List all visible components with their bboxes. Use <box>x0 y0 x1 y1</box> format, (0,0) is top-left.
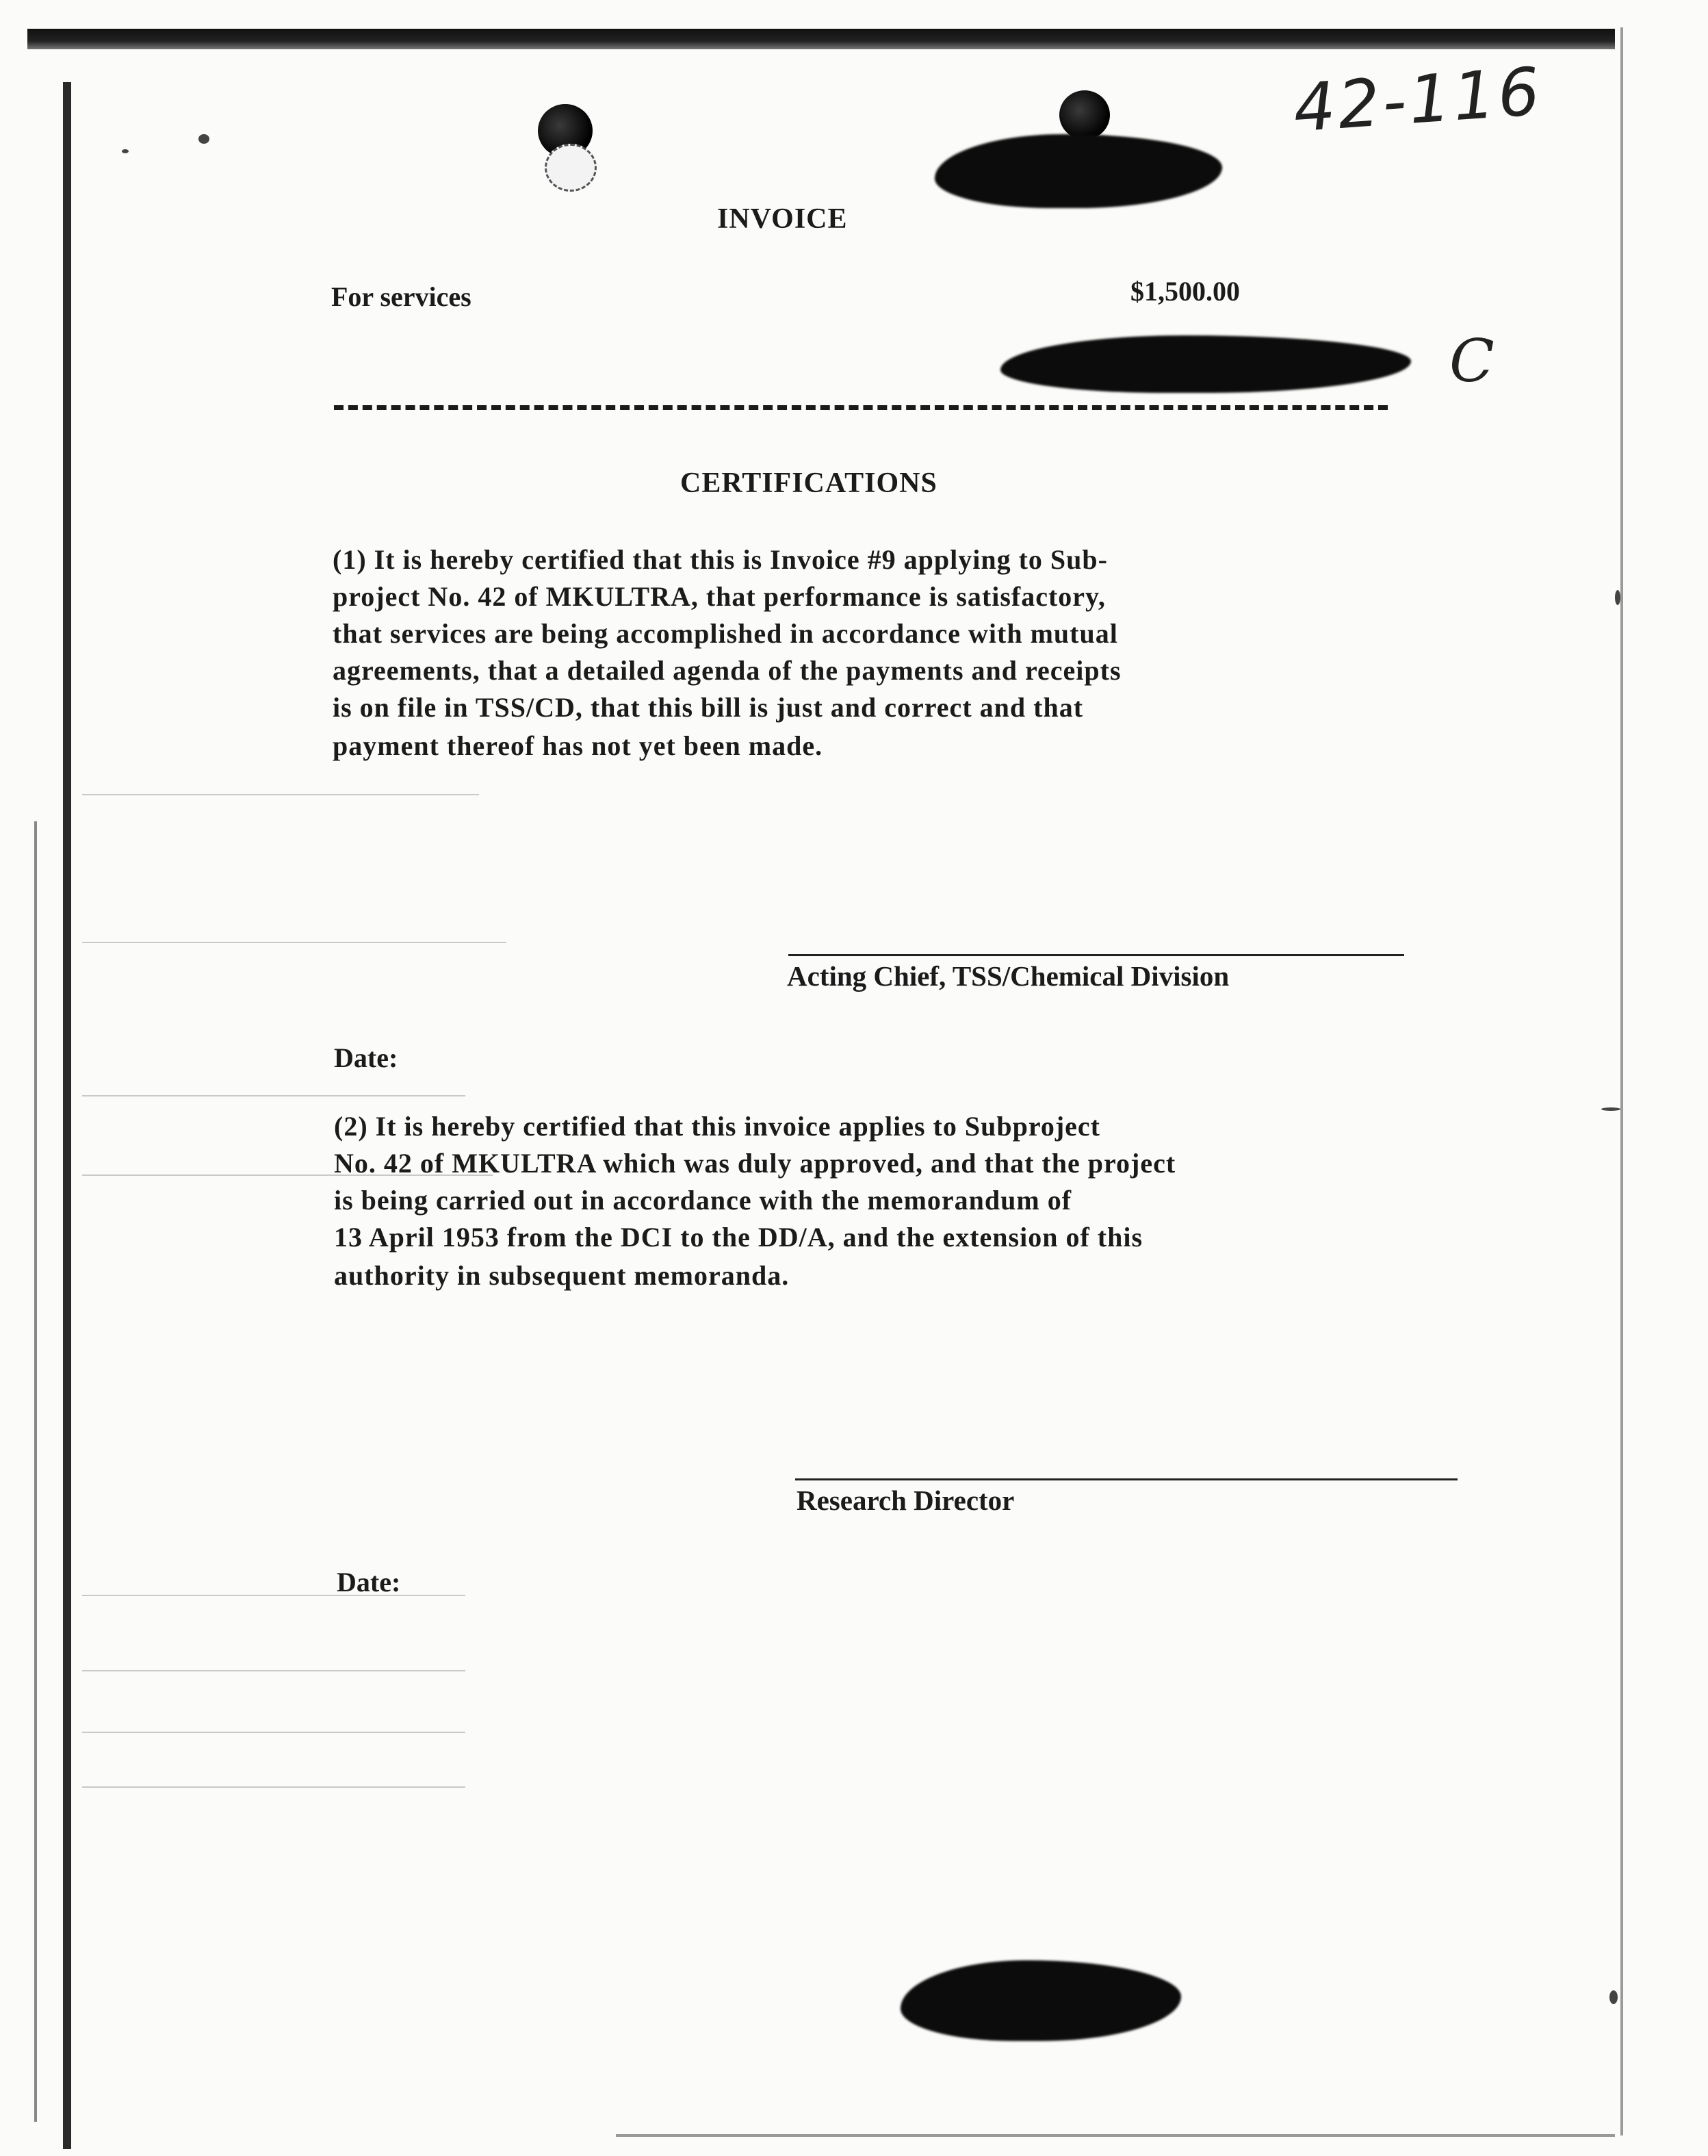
punch-hole <box>1059 90 1110 140</box>
cert1-line: (1) It is hereby certified that this is Invoice #9 applying to Sub- <box>333 544 1108 575</box>
scan-edge-left <box>63 82 71 2149</box>
cert2-line: No. 42 of MKULTRA which was duly approved, and that the project <box>334 1148 1176 1179</box>
speck <box>1601 1107 1620 1111</box>
acting-chief-title: Acting Chief, TSS/Chemical Division <box>787 960 1230 992</box>
cert1-line: that services are being accomplished in accordance with mutual <box>333 618 1118 649</box>
scan-line <box>82 1095 465 1096</box>
scan-edge-left-inner <box>34 821 37 2122</box>
redaction-top <box>935 134 1222 208</box>
cert2-line: authority in subsequent memoranda. <box>334 1260 790 1291</box>
date-label-2: Date: <box>337 1567 401 1597</box>
cert2-line: (2) It is hereby certified that this invoice applies to Subproject <box>334 1111 1101 1142</box>
scan-edge-top <box>27 29 1615 49</box>
redaction-bottom <box>901 1960 1181 2041</box>
speck <box>1609 1990 1618 2004</box>
scan-line <box>82 1786 465 1788</box>
research-director-title: Research Director <box>797 1485 1015 1516</box>
scan-edge-right <box>1620 27 1623 2135</box>
punch-hole-ring <box>545 144 597 192</box>
cert1-line: project No. 42 of MKULTRA, that performance is satisfactory, <box>333 581 1106 612</box>
redaction-amount <box>1000 335 1411 393</box>
speck <box>122 149 129 153</box>
date-label-1: Date: <box>334 1042 398 1073</box>
speck <box>1615 590 1620 605</box>
scan-line <box>82 794 479 795</box>
certifications-heading: CERTIFICATIONS <box>680 467 937 499</box>
cert2-line: 13 April 1953 from the DCI to the DD/A, and the extension of this <box>334 1222 1143 1253</box>
cert1-line: payment thereof has not yet been made. <box>333 730 823 761</box>
scan-line <box>82 942 506 943</box>
scan-line <box>82 1595 465 1596</box>
cert2-line: is being carried out in accordance with the memorandum of <box>334 1185 1072 1216</box>
scan-line <box>82 1732 465 1733</box>
scan-edge-bottom <box>616 2134 1615 2137</box>
scan-line <box>82 1670 465 1671</box>
handwritten-file-number: 42-116 <box>1291 53 1545 147</box>
for-services-label: For services <box>331 281 471 312</box>
signature-line-research-director <box>795 1478 1458 1480</box>
cert1-line: is on file in TSS/CD, that this bill is just and correct and that <box>333 692 1084 723</box>
invoice-amount: $1,500.00 <box>1130 276 1240 307</box>
signature-line-acting-chief <box>788 954 1404 956</box>
speck <box>198 134 209 144</box>
invoice-title: INVOICE <box>717 203 848 235</box>
handwritten-mark: C <box>1449 327 1494 396</box>
dashed-separator <box>334 405 1388 410</box>
cert1-line: agreements, that a detailed agenda of the payments and receipts <box>333 655 1122 686</box>
